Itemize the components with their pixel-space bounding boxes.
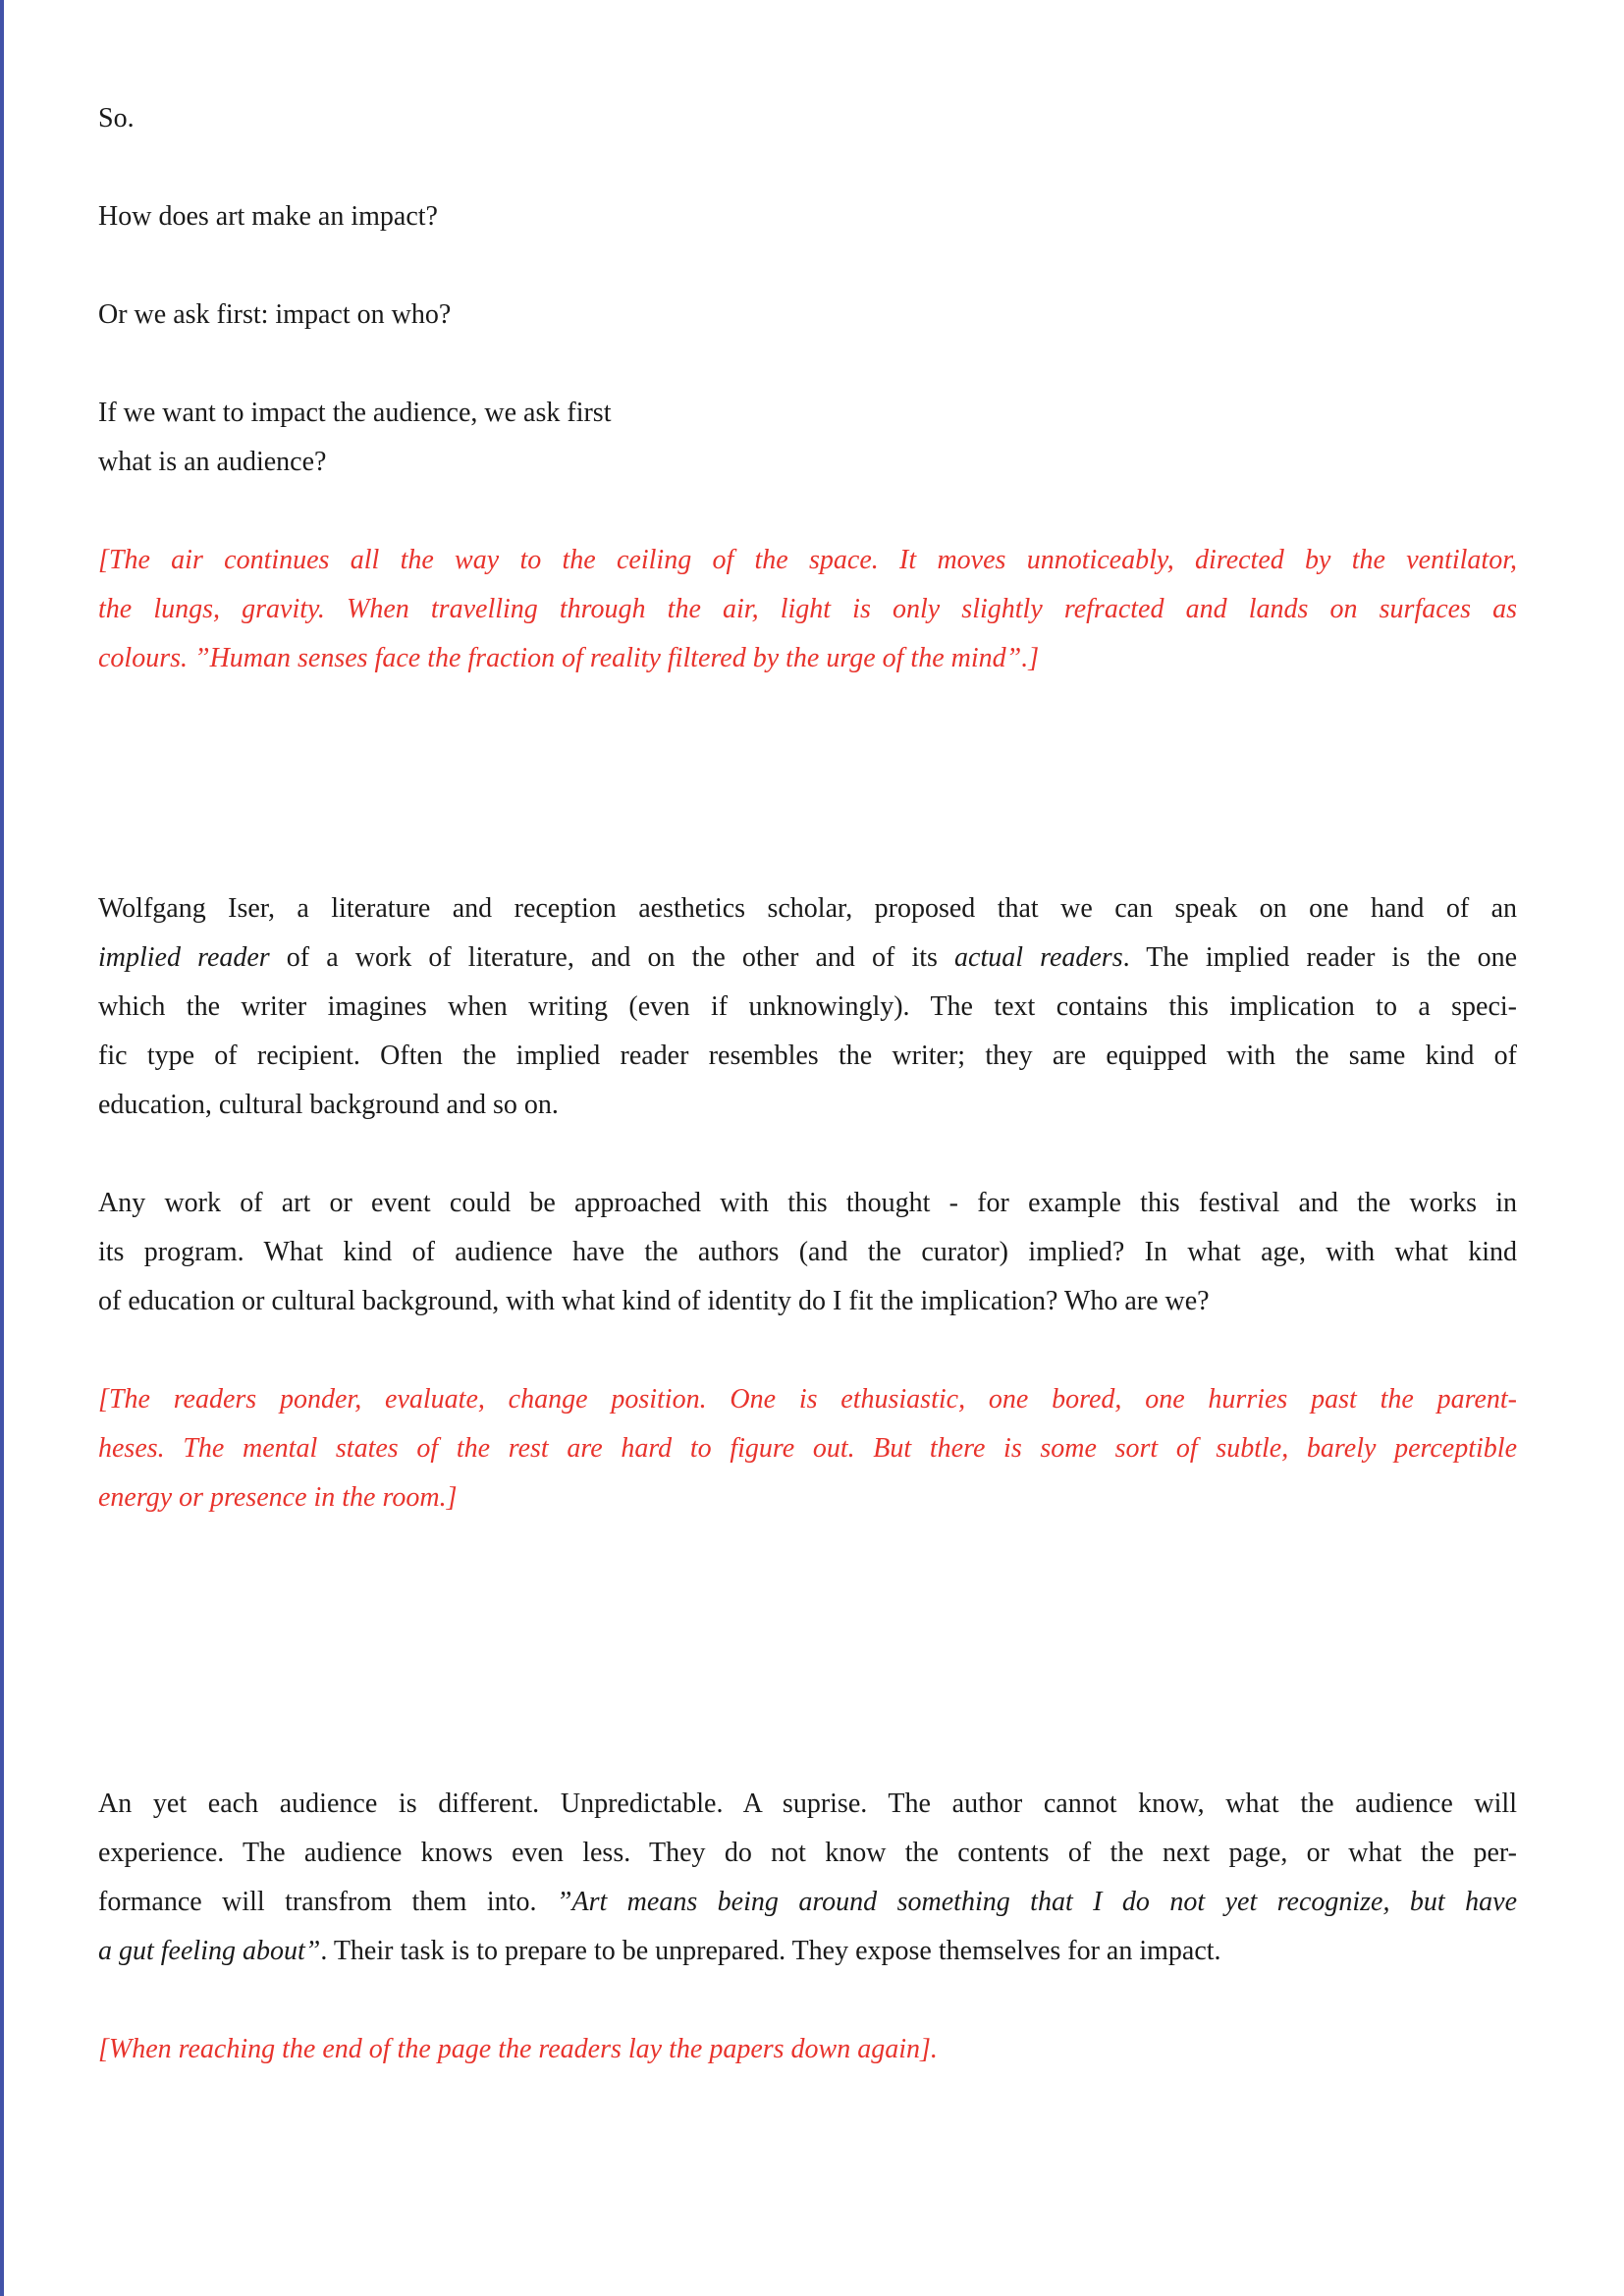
text-segment: An yet each audience is different. Unpredictable. A suprise. The author cannot know, what the audience will: [98, 1789, 1517, 1819]
text-segment: what is an audience?: [98, 447, 327, 477]
text-segment: of a work of literature, and on the other and of its: [269, 942, 955, 973]
text-segment: heses. The mental states of the rest are hard to figure out. But there is some sort of subtle, barely perceptible: [98, 1433, 1517, 1464]
text-line: [98, 192, 1517, 241]
emphasized-text: actual readers: [954, 942, 1123, 973]
text-segment: So.: [98, 103, 135, 133]
text-segment: its program. What kind of audience have the authors (and the curator) implied? In what age, with what kind: [98, 1237, 1517, 1267]
text-segment: education, cultural background and so on.: [98, 1090, 559, 1120]
paragraph-stage-note-readers: [98, 1375, 1517, 1522]
text-segment: How does art make an impact?: [98, 201, 438, 232]
text-line: [98, 1780, 1517, 1829]
text-line: [98, 983, 1517, 1032]
text-segment: colours. ”Human senses face the fraction of reality filtered by the urge of the mind”.]: [98, 643, 1040, 673]
paragraph-wolfgang-iser: [98, 884, 1517, 1130]
text-segment: [The air continues all the way to the ceiling of the space. It moves unnoticeably, directed by the ventilator,: [98, 545, 1517, 575]
text-line: [98, 634, 1517, 683]
text-segment: . Their task is to prepare to be unprepared. They expose themselves for an impact.: [320, 1936, 1221, 1966]
text-line: [98, 934, 1517, 983]
text-line: [98, 1032, 1517, 1081]
text-segment: energy or presence in the room.]: [98, 1482, 458, 1513]
text-segment: experience. The audience knows even less. They do not know the contents of the next page, or what the per-: [98, 1838, 1517, 1868]
text-line: [98, 1829, 1517, 1878]
text-line: [98, 438, 1517, 487]
text-segment: Wolfgang Iser, a literature and reception aesthetics scholar, proposed that we can speak on one hand of an: [98, 893, 1517, 924]
text-line: [98, 1473, 1517, 1522]
text-segment: . The implied reader is the one: [1122, 942, 1518, 973]
text-segment: fic type of recipient. Often the implied reader resembles the writer; they are equipped with the same kind of: [98, 1041, 1517, 1071]
text-segment: If we want to impact the audience, we ask first: [98, 398, 612, 428]
emphasized-text: a gut feeling about”: [98, 1936, 321, 1966]
text-line: [98, 585, 1517, 634]
text-line: [98, 1081, 1517, 1130]
text-segment: [When reaching the end of the page the readers lay the papers down again].: [98, 2034, 938, 2064]
text-line: [98, 291, 1517, 340]
text-segment: which the writer imagines when writing (even if unknowingly). The text contains this implication to a speci-: [98, 991, 1517, 1022]
text-line: [98, 1228, 1517, 1277]
text-line: [98, 389, 1517, 438]
text-segment: [The readers ponder, evaluate, change position. One is ethusiastic, one bored, one hurries past the parent-: [98, 1384, 1517, 1415]
text-segment: Any work of art or event could be approached with this thought - for example this festival and the works in: [98, 1188, 1517, 1218]
text-line: [98, 94, 1517, 143]
text-segment: Or we ask first: impact on who?: [98, 299, 452, 330]
text-line: [98, 536, 1517, 585]
text-line: [98, 1375, 1517, 1424]
text-segment: formance will transfrom them into.: [98, 1887, 557, 1917]
emphasized-text: implied reader: [98, 942, 270, 973]
text-line: [98, 1277, 1517, 1326]
paragraph-audience-question: [98, 389, 1517, 487]
paragraph-each-audience: [98, 1780, 1517, 1976]
text-line: [98, 1927, 1517, 1976]
paragraph-so: [98, 94, 1517, 143]
text-line: [98, 884, 1517, 934]
text-line: [98, 1878, 1517, 1927]
text-line: [98, 1424, 1517, 1473]
paragraph-any-work: [98, 1179, 1517, 1326]
emphasized-text: ”Art means being around something that I do not yet recognize, but have: [556, 1887, 1518, 1917]
paragraph-stage-note-air: [98, 536, 1517, 683]
text-line: [98, 2025, 1517, 2074]
paragraph-impact-on-who: [98, 291, 1517, 340]
text-segment: of education or cultural background, with what kind of identity do I fit the implication? Who are we?: [98, 1286, 1210, 1316]
paragraph-impact-question: [98, 192, 1517, 241]
text-line: [98, 1179, 1517, 1228]
text-segment: the lungs, gravity. When travelling through the air, light is only slightly refracted and lands on surfaces as: [98, 594, 1517, 624]
paragraph-stage-note-end: [98, 2025, 1517, 2074]
document-body: [98, 94, 1517, 2074]
